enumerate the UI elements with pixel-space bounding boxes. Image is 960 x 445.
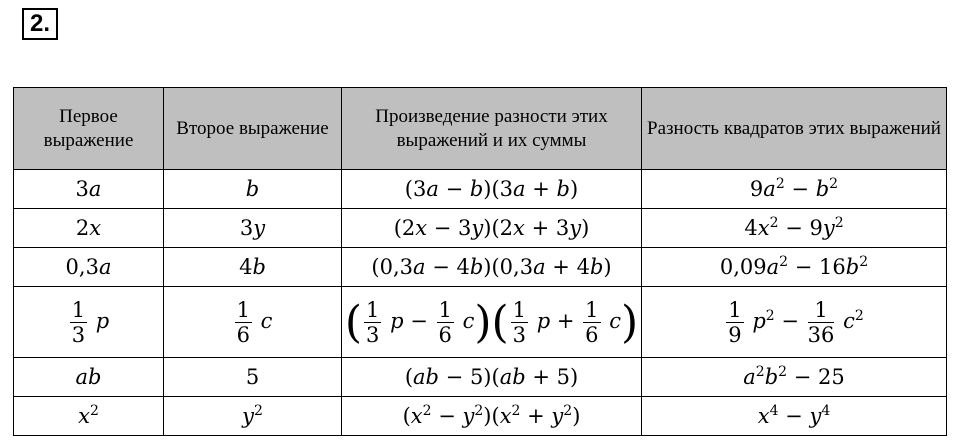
cell: (2x − 3y)(2x + 3y) xyxy=(342,209,642,248)
task-number: 2. xyxy=(22,8,58,40)
expressions-table xyxy=(13,87,947,436)
fraction: $\frac{1}{36}$ xyxy=(807,297,835,347)
table-row xyxy=(14,209,947,248)
cell: $x^2$ xyxy=(14,397,164,436)
table-row xyxy=(14,170,947,209)
fraction: $\frac{1}{3}$ xyxy=(512,297,527,347)
cell: $a^2b^2 - 25$ xyxy=(642,358,947,397)
header-row xyxy=(14,88,947,170)
cell: $0,09a^2 - 16b^2$ xyxy=(642,248,947,287)
fraction: $\frac{1}{6}$ xyxy=(438,297,452,347)
cell: 3y xyxy=(164,209,342,248)
cell: $9a^2 - b^2$ xyxy=(642,170,947,209)
table-row xyxy=(14,287,947,358)
fraction: $\frac{1}{6}$ xyxy=(236,297,250,347)
table-row xyxy=(14,358,947,397)
fraction: $\frac{1}{9}$ xyxy=(728,297,742,347)
cell: $4x^2 - 9y^2$ xyxy=(642,209,947,248)
header-difference-of-squares: Разность квадратов этих выражений xyxy=(642,88,947,170)
cell: $\frac{1}{6}$ c xyxy=(164,287,342,358)
table-row xyxy=(14,248,947,287)
fraction: $\frac{1}{6}$ xyxy=(585,297,599,347)
cell: 2x xyxy=(14,209,164,248)
cell: (3a − b)(3a + b) xyxy=(342,170,642,209)
cell: (ab − 5)(ab + 5) xyxy=(342,358,642,397)
table-row xyxy=(14,397,947,436)
cell: ( $\frac{1}{3}$ p − $\frac{1}{6}$ c)( $\frac{1}{3}$ p + $\frac{1}{6}$ c) xyxy=(342,287,642,358)
cell: (0,3a − 4b)(0,3a + 4b) xyxy=(342,248,642,287)
cell: $y^2$ xyxy=(164,397,342,436)
cell: $x^4 - y^4$ xyxy=(642,397,947,436)
header-first-expression: Первое выражение xyxy=(14,88,164,170)
cell: $\frac{1}{9}$ $p^2$ − $\frac{1}{36}$ $c^2$ xyxy=(642,287,947,358)
cell: $(x^2 - y^2)(x^2 + y^2)$ xyxy=(342,397,642,436)
fraction: $\frac{1}{3}$ xyxy=(366,297,380,347)
cell: ab xyxy=(14,358,164,397)
cell: b xyxy=(164,170,342,209)
header-second-expression: Второе выражение xyxy=(164,88,342,170)
fraction: $\frac{1}{3}$ xyxy=(71,297,86,347)
cell: 0,3a xyxy=(14,248,164,287)
cell: $\frac{1}{3}$ p xyxy=(14,287,164,358)
cell: 5 xyxy=(164,358,342,397)
cell: 3a xyxy=(14,170,164,209)
header-product: Произведение разности этих выражений и их суммы xyxy=(342,88,642,170)
cell: 4b xyxy=(164,248,342,287)
